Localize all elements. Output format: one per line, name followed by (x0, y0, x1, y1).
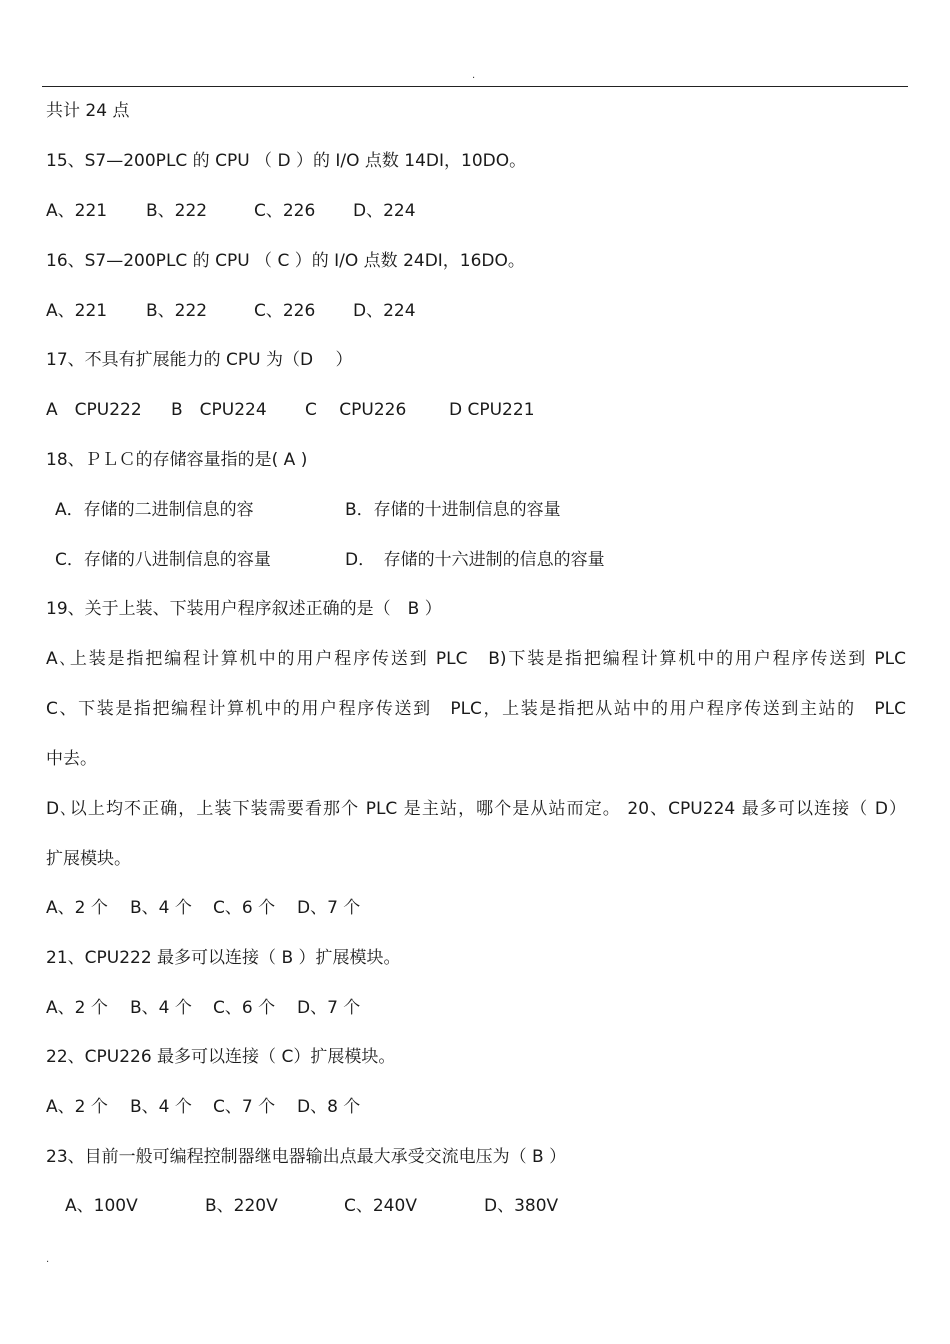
q15-option-a: A、221 (46, 201, 108, 221)
question-23: 23、目前一般可编程控制器继电器输出点最大承受交流电压为（ B ） (46, 1147, 567, 1167)
q19-option-c: C、下装是指把编程计算机中的用户程序传送到 PLC，上装是指把从站中的用户程序传送到主站的 PLC (46, 699, 906, 719)
q23-option-a: A、100V (65, 1196, 138, 1216)
question-15: 15、S7—200PLC 的 CPU （ D ）的 I/O 点数 14DI，10DO。 (46, 151, 527, 171)
question-22: 22、CPU226 最多可以连接（ C）扩展模块。 (46, 1047, 396, 1067)
q20-option-c: C、6 个 (213, 898, 276, 918)
q17-option-b: B CPU224 (171, 400, 267, 420)
q17-option-c: C CPU226 (305, 400, 407, 420)
question-21: 21、CPU222 最多可以连接（ B ）扩展模块。 (46, 948, 401, 968)
footer-dot: . (46, 1254, 50, 1265)
q17-option-d: D CPU221 (449, 400, 535, 420)
q16-option-b: B、222 (146, 301, 208, 321)
q22-option-a: A、2 个 (46, 1097, 108, 1117)
q19-option-a-b: A､上装是指把编程计算机中的用户程序传送到 PLC B)下装是指把编程计算机中的用户程序传送到 PLC (46, 649, 906, 669)
q19-option-c-continued: 中去。 (46, 749, 97, 769)
header-dot: . (472, 70, 476, 81)
q21-option-b: B、4 个 (130, 998, 192, 1018)
q18-option-a: A．存储的二进制信息的容 (55, 500, 254, 520)
q15-option-c: C、226 (254, 201, 316, 221)
q23-option-b: B、220V (205, 1196, 278, 1216)
q16-option-c: C、226 (254, 301, 316, 321)
q23-option-d: D、380V (484, 1196, 559, 1216)
q22-option-d: D、8 个 (297, 1097, 361, 1117)
q19-option-d-and-q20: D､以上均不正确，上装下装需要看那个 PLC 是主站，哪个是从站而定。 20、CPU224 最多可以连接（ D） (46, 799, 906, 819)
question-18: 18、ＰＬＣ的存储容量指的是( A ) (46, 450, 308, 470)
q17-option-a: A CPU222 (46, 400, 142, 420)
q21-option-d: D、7 个 (297, 998, 361, 1018)
q21-option-a: A、2 个 (46, 998, 108, 1018)
intro-text: 共计 24 点 (46, 101, 130, 121)
question-16: 16、S7—200PLC 的 CPU （ C ）的 I/O 点数 24DI，16DO。 (46, 251, 525, 271)
q23-option-c: C、240V (344, 1196, 417, 1216)
q20-continued: 扩展模块。 (46, 849, 131, 869)
question-19: 19、关于上装、下装用户程序叙述正确的是（ B ） (46, 599, 442, 619)
q22-option-b: B、4 个 (130, 1097, 192, 1117)
q16-option-d: D、224 (353, 301, 416, 321)
q22-option-c: C、7 个 (213, 1097, 276, 1117)
question-17: 17、不具有扩展能力的 CPU 为（D ） (46, 350, 353, 370)
q16-option-a: A、221 (46, 301, 108, 321)
q15-option-d: D、224 (353, 201, 416, 221)
q20-option-d: D、7 个 (297, 898, 361, 918)
q20-option-a: A、2 个 (46, 898, 108, 918)
q20-option-b: B、4 个 (130, 898, 192, 918)
q18-option-d: D． 存储的十六进制的信息的容量 (345, 550, 605, 570)
q21-option-c: C、6 个 (213, 998, 276, 1018)
q15-option-b: B、222 (146, 201, 208, 221)
q18-option-b: B．存储的十进制信息的容量 (345, 500, 561, 520)
header-rule (42, 86, 908, 87)
q18-option-c: C．存储的八进制信息的容量 (55, 550, 271, 570)
